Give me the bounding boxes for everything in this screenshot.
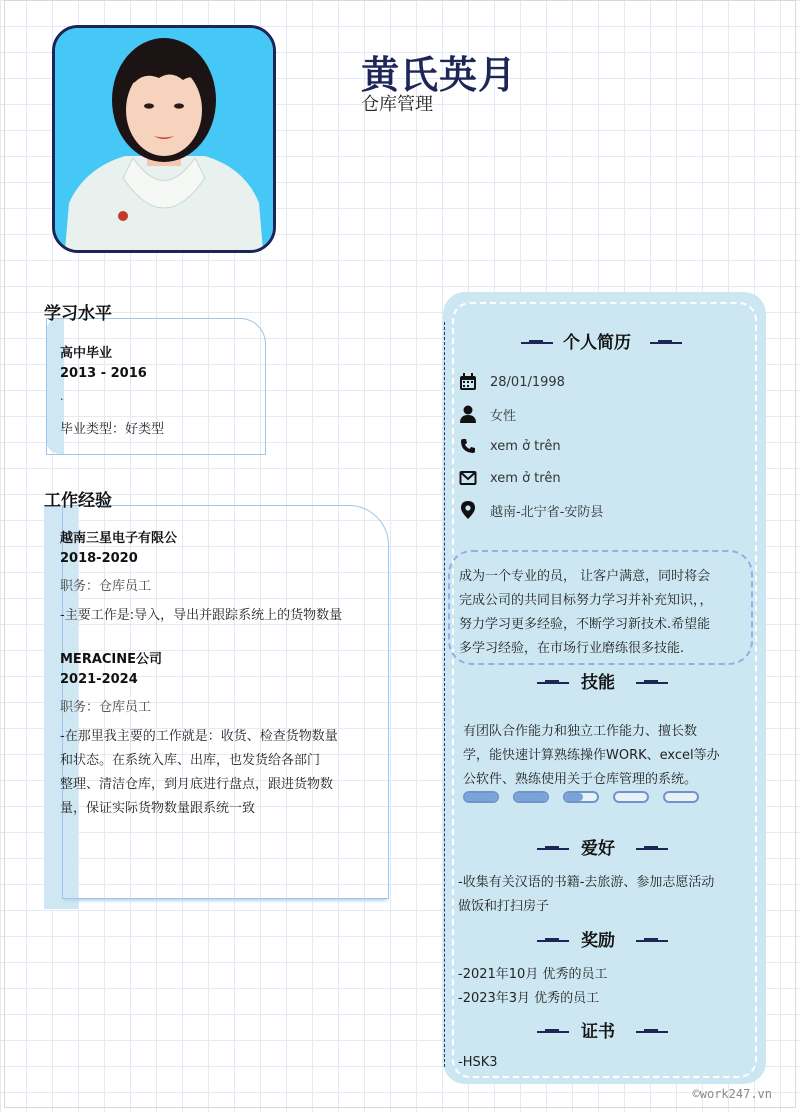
skills-line: 学，能快速计算熟练操作WORK、excel等办 xyxy=(463,748,720,763)
job-title: 仓库管理 xyxy=(361,94,433,115)
gender-value: 女性 xyxy=(490,408,517,424)
summary-line: 完成公司的共同目标努力学习并补充知识，， xyxy=(459,593,713,608)
education-grade: 毕业类型：好类型 xyxy=(60,422,165,437)
profile-photo xyxy=(52,25,276,253)
skill-level-bar xyxy=(463,791,499,803)
info-birthday xyxy=(458,371,565,393)
skill-level-bar xyxy=(613,791,649,803)
skill-level-bar xyxy=(563,791,599,803)
skill-level-bars xyxy=(463,791,699,803)
title-decoration xyxy=(636,680,668,686)
info-address xyxy=(458,499,604,521)
job-period: 2021-2024 xyxy=(60,672,138,687)
education-school: 高中毕业 xyxy=(60,346,113,361)
location-pin-icon xyxy=(458,500,478,520)
title-decoration xyxy=(636,1029,668,1035)
hobbies-line: -收集有关汉语的书籍-去旅游、参加志愿活动 xyxy=(458,875,715,890)
summary-line: 成为一个专业的员， 让客户满意，同时将会 xyxy=(459,569,711,584)
info-email xyxy=(458,467,561,489)
job-role: 职务：仓库员工 xyxy=(60,579,152,594)
skills-line: 有团队合作能力和独立工作能力、擅长数 xyxy=(463,724,698,739)
panel-divider-line xyxy=(444,322,445,1067)
title-decoration xyxy=(636,938,668,944)
job-description: -主要工作是:导入，导出并跟踪系统上的货物数量 xyxy=(60,608,343,623)
job-period: 2018-2020 xyxy=(60,551,138,566)
watermark: ©work247.vn xyxy=(692,1087,772,1101)
work-title: 工作经验 xyxy=(44,491,112,511)
email-value: xem ở trên xyxy=(490,470,561,486)
info-phone xyxy=(458,435,561,457)
education-dot: . xyxy=(60,390,64,403)
job-description: 整理、清洁仓库，到月底进行盘点，跟进货物数 xyxy=(60,777,334,792)
job-role: 职务：仓库员工 xyxy=(60,700,152,715)
skill-level-bar xyxy=(513,791,549,803)
skill-level-fill xyxy=(515,793,547,801)
phone-icon xyxy=(458,436,478,456)
title-decoration xyxy=(537,680,569,686)
calendar-icon xyxy=(458,372,478,392)
awards-line: -2021年10月 优秀的员工 xyxy=(458,967,608,982)
awards-title: 奖励 xyxy=(581,931,615,951)
hobbies-line: 做饭和打扫房子 xyxy=(458,899,550,914)
summary-line: 多学习经验，在市场行业磨练很多技能. xyxy=(459,641,685,656)
title-decoration xyxy=(521,340,553,346)
job-description: 和状态。在系统入库、出库，也发货给各部门 xyxy=(60,753,321,768)
person-icon xyxy=(458,404,478,424)
title-decoration xyxy=(650,340,682,346)
skill-level-fill xyxy=(465,793,497,801)
address-value: 越南-北宁省-安防县 xyxy=(490,504,604,520)
full-name: 黄氏英月 xyxy=(361,53,518,97)
info-gender xyxy=(458,403,517,425)
birthday-value: 28/01/1998 xyxy=(490,374,565,390)
hobbies-title: 爱好 xyxy=(581,839,615,859)
education-period: 2013 - 2016 xyxy=(60,366,147,381)
title-decoration xyxy=(537,938,569,944)
title-decoration xyxy=(537,1029,569,1035)
title-decoration xyxy=(537,846,569,852)
title-decoration xyxy=(636,846,668,852)
skills-title: 技能 xyxy=(581,673,615,693)
email-icon xyxy=(458,468,478,488)
skill-level-fill xyxy=(565,793,583,801)
awards-line: -2023年3月 优秀的员工 xyxy=(458,991,600,1006)
job-description: -在那里我主要的工作就是：收货、检查货物数量 xyxy=(60,729,338,744)
job-description: 量，保证实际货物数量跟系统一致 xyxy=(60,801,256,816)
certificates-title: 证书 xyxy=(581,1022,615,1042)
skill-level-bar xyxy=(663,791,699,803)
phone-value: xem ở trên xyxy=(490,438,561,454)
job-company: 越南三星电子有限公 xyxy=(60,531,178,546)
summary-line: 努力学习更多经验，不断学习新技术.希望能 xyxy=(459,617,711,632)
job-company: MERACINE公司 xyxy=(60,652,163,667)
education-title: 学习水平 xyxy=(44,304,112,324)
skills-line: 公软件、熟练使用关于仓库管理的系统。 xyxy=(463,772,698,787)
profile-title: 个人简历 xyxy=(563,333,631,353)
certificates-line: -HSK3 xyxy=(458,1055,498,1070)
